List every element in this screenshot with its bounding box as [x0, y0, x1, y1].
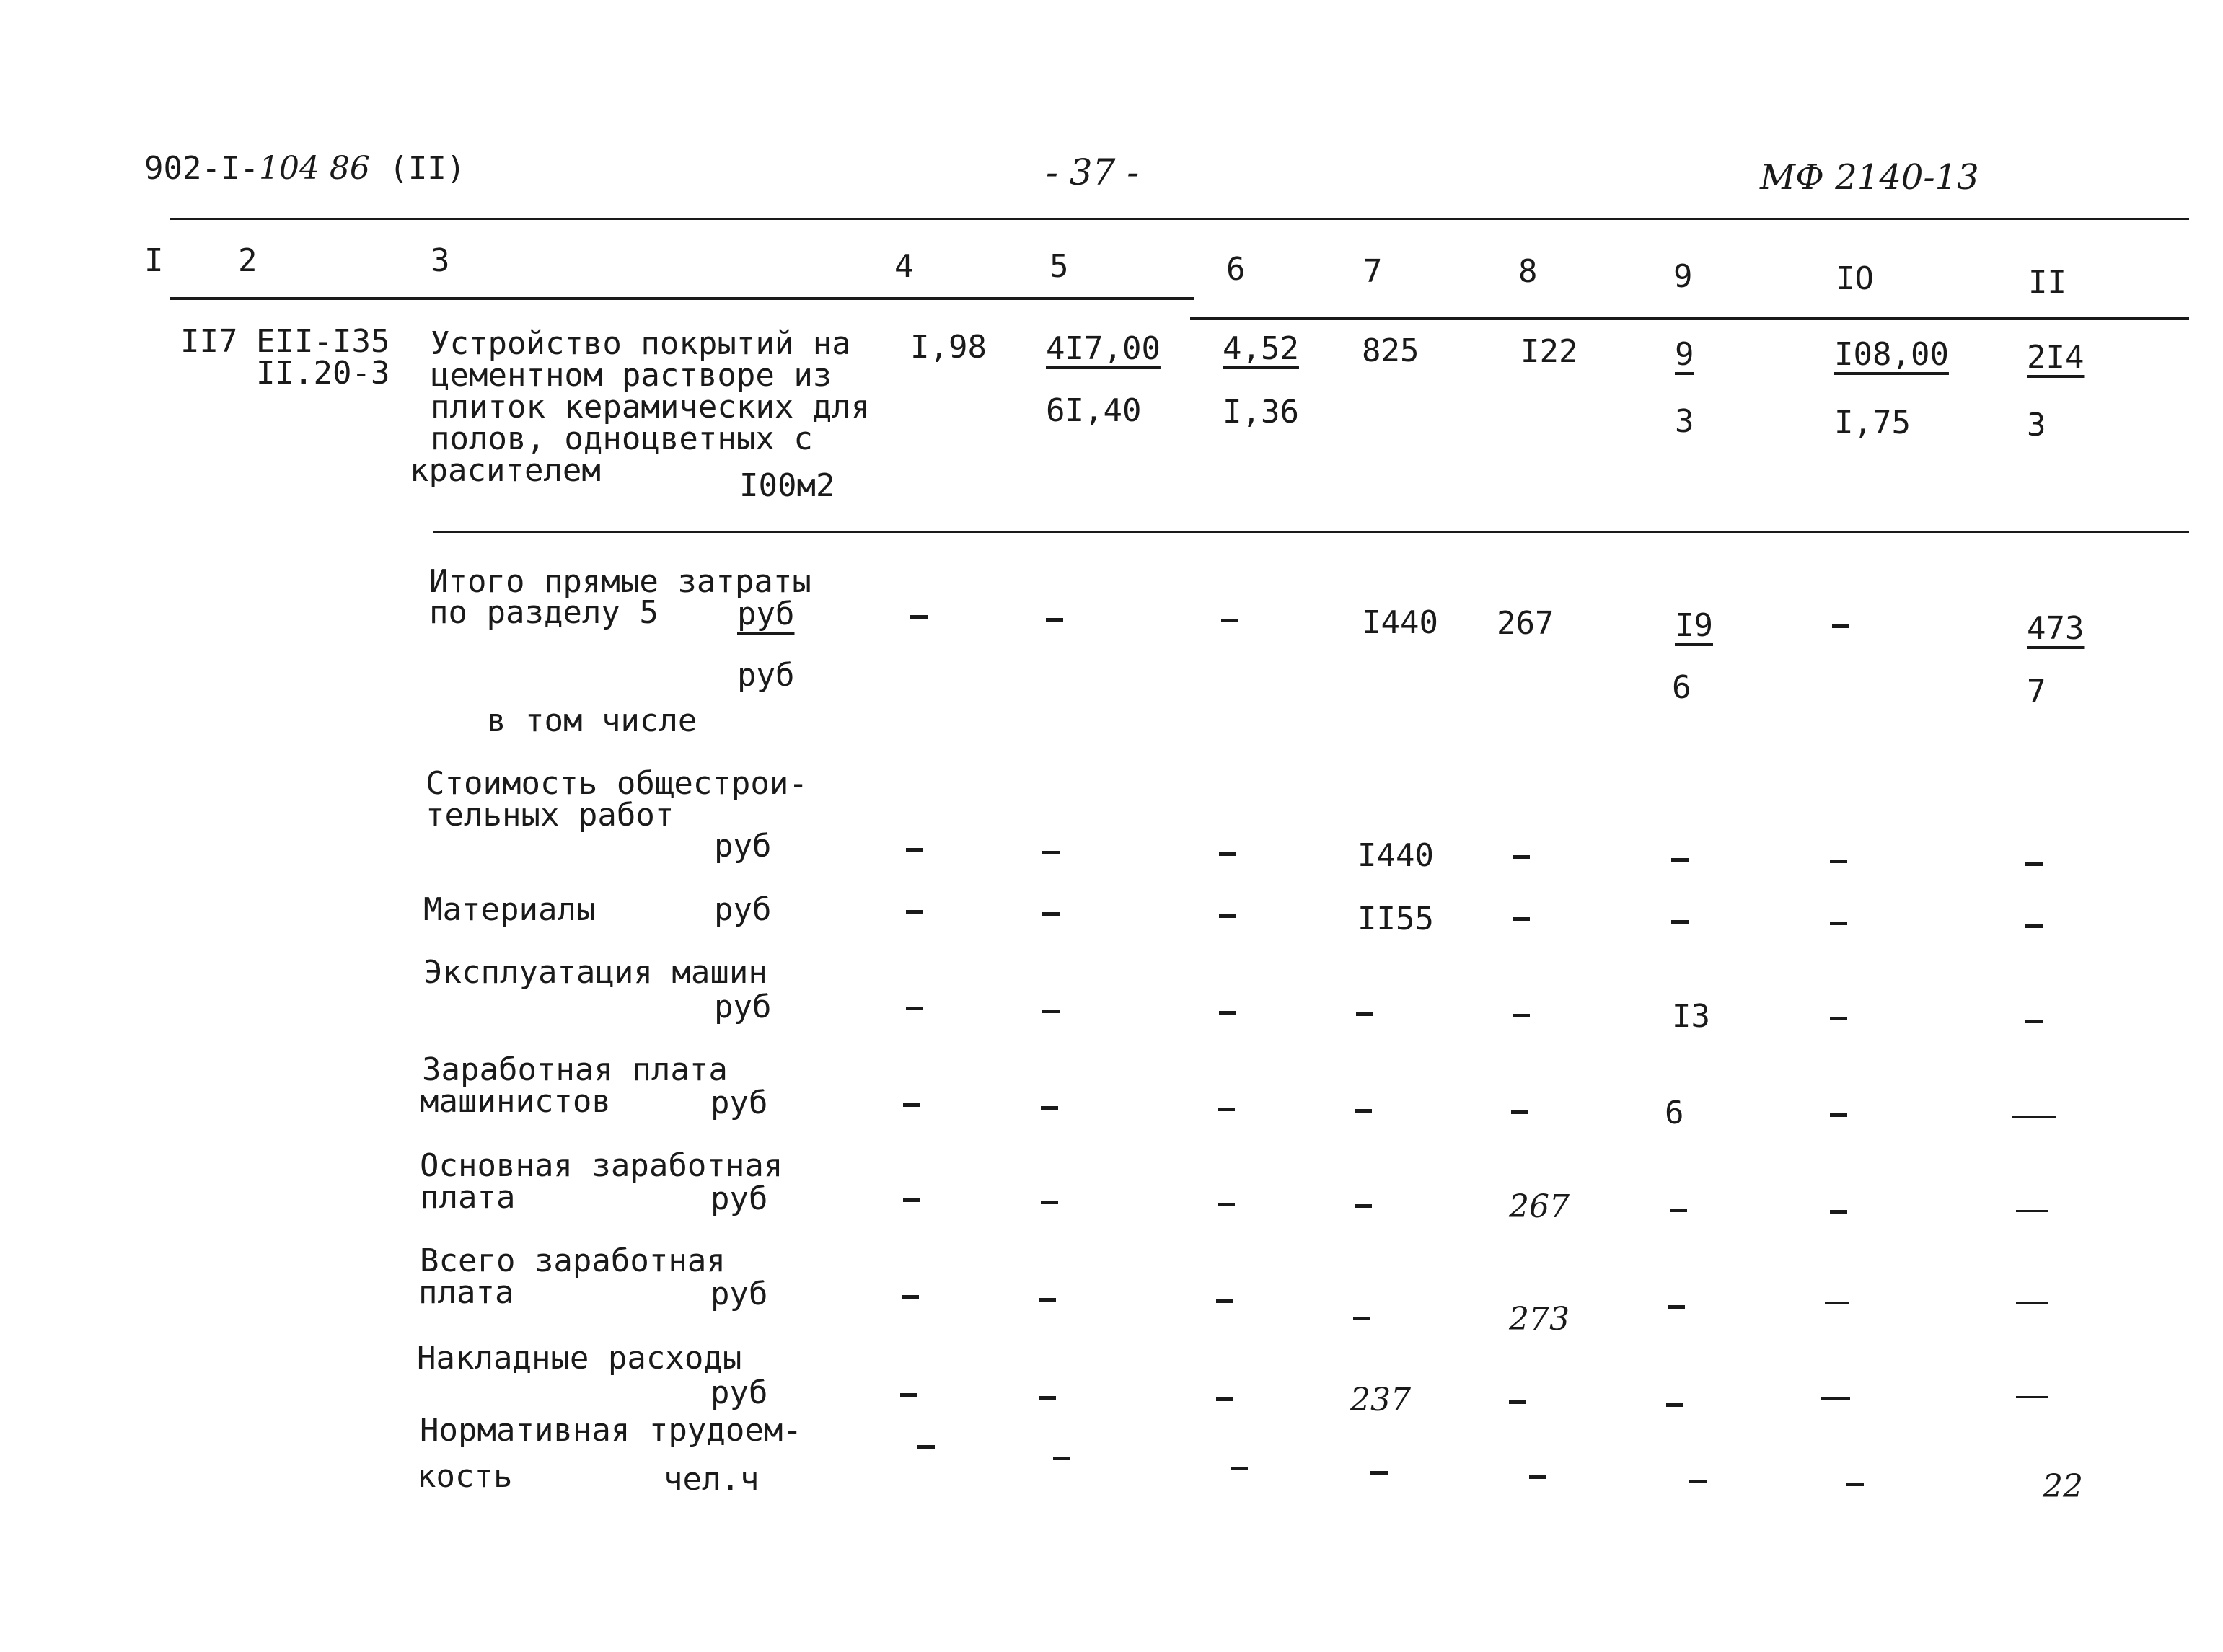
empty-cell-dash — [1218, 1108, 1235, 1111]
empty-cell-dash — [1511, 1110, 1528, 1114]
breakdown-label: Заработная плата — [422, 1051, 728, 1088]
breakdown-label: тельных работ — [426, 797, 674, 834]
breakdown-unit: чел.ч — [664, 1461, 760, 1498]
cell-value: I,75 — [1834, 405, 1911, 441]
rate-code: II.20-3 — [256, 355, 390, 392]
including-label: в том числе — [487, 702, 697, 739]
column-number: I — [144, 242, 164, 279]
empty-cell-dash — [1353, 1317, 1370, 1320]
cell-value: 6 — [1672, 669, 1691, 706]
empty-cell-dash — [2025, 862, 2043, 866]
breakdown-label: Основная заработная — [420, 1147, 783, 1184]
empty-cell-dash — [1355, 1109, 1372, 1113]
empty-cell-dash — [1670, 1209, 1687, 1212]
empty-cell-dash — [1218, 1203, 1235, 1206]
doc-code-handwritten: 104 86 — [258, 150, 370, 187]
empty-cell-dash — [1216, 1397, 1233, 1401]
empty-cell-dash — [2025, 924, 2043, 928]
column-number: 9 — [1673, 258, 1693, 295]
breakdown-label: машинистов — [420, 1083, 611, 1120]
item-description-line: плиток керамических для — [431, 389, 871, 425]
column-number: 5 — [1049, 248, 1069, 285]
breakdown-unit: руб — [710, 1085, 768, 1121]
column-header-rule — [170, 297, 1194, 300]
column-number: II — [2028, 264, 2066, 301]
column-number: 7 — [1363, 253, 1383, 290]
empty-cell-dash — [1668, 1305, 1685, 1309]
empty-cell-dash — [2012, 1116, 2056, 1118]
empty-cell-dash — [900, 1393, 917, 1397]
breakdown-label: плата — [418, 1274, 514, 1311]
empty-cell-dash — [1046, 618, 1063, 622]
row-number: II7 — [180, 323, 238, 360]
empty-cell-dash — [903, 1103, 920, 1107]
doc-code — [144, 150, 466, 187]
breakdown-unit: руб — [714, 828, 772, 865]
empty-cell-dash — [2016, 1210, 2048, 1212]
empty-cell-dash — [1219, 852, 1236, 856]
item-description-line: красителем — [410, 452, 601, 489]
breakdown-label: Материалы — [423, 891, 596, 928]
empty-cell-dash — [910, 615, 928, 619]
column-number: 4 — [894, 248, 914, 285]
empty-cell-dash — [1689, 1480, 1707, 1483]
rate-code: EII-I35 — [256, 323, 390, 360]
cell-value: 825 — [1362, 332, 1419, 369]
breakdown-unit: руб — [710, 1180, 768, 1217]
empty-cell-dash — [1671, 920, 1689, 924]
item-description-line: Устройство покрытий на — [431, 325, 851, 362]
empty-cell-dash — [1666, 1403, 1683, 1407]
breakdown-label: Стоимость общестрои- — [426, 765, 808, 802]
empty-cell-dash — [1832, 624, 1849, 628]
empty-cell-dash — [1053, 1457, 1070, 1460]
empty-cell-dash — [1509, 1400, 1526, 1404]
item-separator-rule — [433, 531, 2189, 533]
empty-cell-dash — [1830, 1017, 1847, 1020]
empty-cell-dash — [1830, 922, 1847, 925]
breakdown-label: кость — [417, 1458, 513, 1495]
cell-value: 22 — [2043, 1468, 2083, 1505]
breakdown-label: Накладные расходы — [417, 1340, 742, 1377]
cell-value: I9 — [1675, 607, 1713, 644]
breakdown-unit: руб — [714, 891, 772, 928]
column-number: 8 — [1518, 253, 1538, 290]
breakdown-label: плата — [420, 1179, 516, 1216]
cell-value: 237 — [1350, 1382, 1411, 1418]
cell-value: 7 — [2027, 673, 2046, 710]
cell-value: 267 — [1509, 1188, 1570, 1225]
column-header-rule-right — [1190, 317, 2189, 320]
empty-cell-dash — [906, 848, 923, 852]
empty-cell-dash — [1513, 1014, 1530, 1017]
column-number: 2 — [238, 242, 257, 279]
empty-cell-dash — [1042, 912, 1060, 916]
item-unit: I00м2 — [739, 467, 835, 504]
cell-value: I,36 — [1223, 394, 1299, 430]
sheet-code: МФ 2140-13 — [1760, 157, 1979, 198]
empty-cell-dash — [1216, 1299, 1233, 1303]
breakdown-label: Всего заработная — [420, 1242, 726, 1279]
empty-cell-dash — [1355, 1204, 1372, 1208]
cell-value: 3 — [2027, 407, 2046, 443]
summary-title: Итого прямые затраты — [429, 563, 811, 600]
summary-unit: руб — [737, 657, 795, 694]
empty-cell-dash — [917, 1445, 935, 1449]
empty-cell-dash — [1846, 1483, 1864, 1486]
empty-cell-dash — [1039, 1298, 1056, 1302]
cell-value: 2I4 — [2027, 339, 2085, 376]
cell-value: 473 — [2027, 610, 2085, 647]
empty-cell-dash — [1821, 1397, 1850, 1400]
cell-value: I440 — [1357, 837, 1434, 874]
empty-cell-dash — [902, 1295, 919, 1299]
empty-cell-dash — [1231, 1467, 1248, 1470]
breakdown-unit: руб — [710, 1276, 768, 1312]
cell-value: 4,52 — [1223, 330, 1299, 367]
empty-cell-dash — [1825, 1302, 1849, 1304]
empty-cell-dash — [1529, 1475, 1546, 1479]
empty-cell-dash — [1039, 1396, 1056, 1400]
column-number: 6 — [1226, 251, 1246, 288]
cell-value: 267 — [1497, 605, 1554, 642]
breakdown-unit: руб — [710, 1374, 768, 1411]
empty-cell-dash — [1513, 855, 1530, 859]
empty-cell-dash — [1671, 858, 1689, 862]
cell-value: I08,00 — [1834, 336, 1949, 373]
breakdown-label: Нормативная трудоем- — [420, 1412, 802, 1449]
empty-cell-dash — [906, 910, 923, 914]
empty-cell-dash — [1041, 1106, 1058, 1110]
column-number: 3 — [431, 242, 450, 279]
column-number: IO — [1836, 260, 1874, 297]
empty-cell-dash — [1370, 1471, 1388, 1475]
item-description-line: полов, одноцветных с — [431, 420, 813, 457]
empty-cell-dash — [2016, 1396, 2048, 1398]
top-rule — [170, 218, 2189, 220]
summary-unit: руб — [737, 596, 795, 632]
cell-value: 273 — [1509, 1301, 1570, 1338]
empty-cell-dash — [2025, 1020, 2043, 1023]
empty-cell-dash — [1042, 851, 1060, 854]
breakdown-unit: руб — [714, 989, 772, 1025]
breakdown-label: Эксплуатация машин — [423, 954, 767, 991]
cell-value: 9 — [1675, 336, 1694, 373]
cell-value: I22 — [1520, 333, 1578, 370]
doc-code-prefix: 902-I- — [144, 150, 259, 187]
cell-value: 3 — [1675, 403, 1694, 440]
cell-value: 6I,40 — [1046, 392, 1142, 429]
empty-cell-dash — [903, 1198, 920, 1202]
empty-cell-dash — [1041, 1201, 1058, 1204]
item-description-line: цементном растворе из — [431, 357, 832, 394]
empty-cell-dash — [1513, 917, 1530, 921]
cell-value: I440 — [1362, 604, 1438, 641]
empty-cell-dash — [2016, 1302, 2048, 1304]
empty-cell-dash — [1830, 860, 1847, 863]
empty-cell-dash — [1042, 1010, 1060, 1013]
cell-value: 6 — [1665, 1095, 1684, 1131]
page-number: - 37 - — [1046, 151, 1140, 193]
doc-code-suffix: (II) — [389, 150, 466, 187]
empty-cell-dash — [1356, 1012, 1373, 1016]
cell-value: I3 — [1672, 998, 1710, 1035]
summary-title: по разделу 5 — [429, 594, 659, 631]
cell-value: 4I7,00 — [1046, 330, 1161, 367]
cell-value: II55 — [1357, 901, 1434, 937]
empty-cell-dash — [1219, 1011, 1236, 1015]
empty-cell-dash — [1219, 914, 1236, 918]
item-quantity: I,98 — [910, 329, 987, 366]
empty-cell-dash — [1830, 1113, 1847, 1117]
empty-cell-dash — [1830, 1210, 1847, 1214]
empty-cell-dash — [906, 1007, 923, 1010]
empty-cell-dash — [1221, 619, 1238, 622]
